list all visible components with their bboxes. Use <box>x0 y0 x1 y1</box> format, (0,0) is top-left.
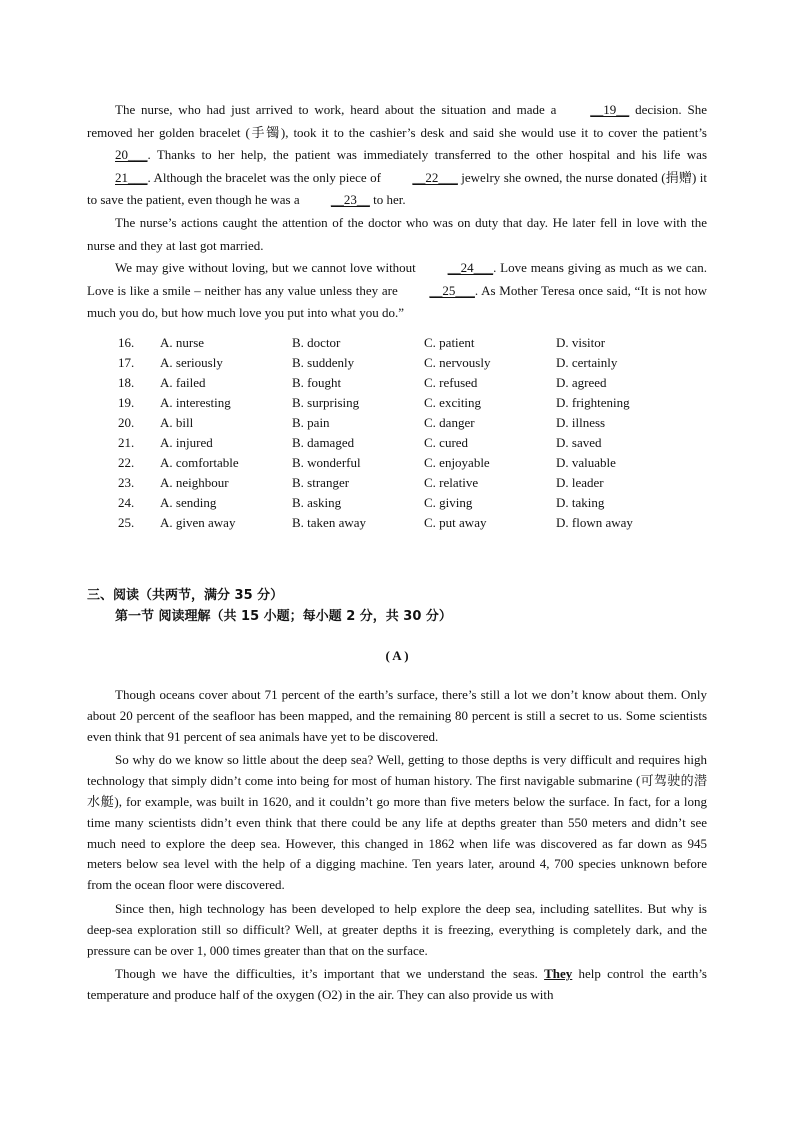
option-c: C. nervously <box>424 354 491 370</box>
text: help control the earth’s temperature and produce half of the oxygen (O2) in the air. They can also provide us with <box>87 966 707 1003</box>
option-row <box>118 373 707 393</box>
option-a: A. interesting <box>160 394 231 410</box>
text: decision. She removed her golden bracelet (手镯), took it to the cashier’s desk and said she would use it to cover the patient’s <box>87 102 707 140</box>
option-d: D. illness <box>556 414 606 430</box>
text: jewelry she owned, the nurse donated (捐赠) it to save the patient, even though he was a <box>87 169 707 208</box>
blank-24: __24___ <box>447 260 494 276</box>
option-b: B. damaged <box>292 434 355 450</box>
blank-20: 20___ <box>115 147 148 163</box>
option-row <box>118 433 707 453</box>
question-number: 22. <box>118 454 135 470</box>
question-number: 24. <box>118 494 135 510</box>
option-a: A. failed <box>160 374 206 390</box>
question-number: 16. <box>118 334 135 350</box>
option-d: D. valuable <box>556 454 616 470</box>
option-b: B. surprising <box>292 394 360 410</box>
option-a: A. nurse <box>160 334 205 350</box>
option-a: A. seriously <box>160 354 223 370</box>
option-c: C. cured <box>424 434 469 450</box>
section-heading <box>87 585 452 627</box>
option-a: A. comfortable <box>160 454 239 470</box>
option-c: C. exciting <box>424 394 482 410</box>
text: . Love means giving as much as we can. Love is like a smile – neither has any value unless they are <box>87 260 707 298</box>
option-row <box>118 453 707 473</box>
passage-label: ( A ) <box>385 648 409 663</box>
option-c: C. patient <box>424 334 475 350</box>
cloze-paragraph-3 <box>87 257 707 325</box>
option-d: D. saved <box>556 434 602 450</box>
text: The nurse, who had just arrived to work, heard about the situation and made a <box>115 102 563 117</box>
option-d: D. leader <box>556 474 604 490</box>
option-row <box>118 333 707 353</box>
option-row <box>118 493 707 513</box>
text: . Although the bracelet was the only piece of <box>147 169 385 185</box>
text: to her. <box>369 192 406 208</box>
option-row <box>118 353 707 373</box>
option-a: A. given away <box>160 514 236 530</box>
option-b: B. doctor <box>292 334 341 350</box>
blank-19: __19__ <box>590 102 630 117</box>
option-d: D. taking <box>556 494 605 510</box>
reading-paragraph-1: Though oceans cover about 71 percent of the earth’s surface, there’s still a lot we don’t know about them. Only about 20 percent of the seafloor has been mapped, and the remaining 80 percent is still a secret to us. Some scientists even think that 91 percent of sea animals have yet to be discovered. <box>87 687 707 744</box>
option-row <box>118 393 707 413</box>
option-row <box>118 413 707 433</box>
reading-passage-a <box>87 685 707 1009</box>
option-d: D. frightening <box>556 394 630 410</box>
reading-paragraph-4 <box>87 964 707 1006</box>
option-b: B. wonderful <box>292 454 361 470</box>
option-d: D. visitor <box>556 334 606 350</box>
option-d: D. flown away <box>556 514 633 530</box>
option-a: A. neighbour <box>160 474 229 490</box>
question-number: 17. <box>118 354 135 370</box>
option-row <box>118 473 707 493</box>
question-number: 19. <box>118 394 135 410</box>
section-subtitle: 第一节 阅读理解（共 15 小题；每小题 2 分，共 30 分） <box>115 609 452 624</box>
option-d: D. certainly <box>556 354 618 370</box>
option-b: B. stranger <box>292 474 350 490</box>
section-title: 三、阅读（共两节，满分 35 分） <box>87 588 284 603</box>
blank-21: 21___ <box>115 169 148 185</box>
text: Though we have the difficulties, it’s important that we understand the seas. <box>115 966 545 982</box>
option-c: C. refused <box>424 374 478 390</box>
question-number: 20. <box>118 414 135 430</box>
option-b: B. fought <box>292 374 342 390</box>
text: . As Mother Teresa once said, “It is not how much you do, but how much love you put into what you do.” <box>87 282 708 321</box>
text: We may give without loving, but we cannot love without <box>115 260 420 276</box>
question-number: 25. <box>118 514 135 530</box>
option-c: C. danger <box>424 414 475 430</box>
question-number: 23. <box>118 474 135 490</box>
blank-23: __23__ <box>330 192 370 208</box>
cloze-paragraph-1 <box>87 99 707 212</box>
option-d: D. agreed <box>556 374 607 390</box>
blank-22: __22___ <box>412 169 458 185</box>
option-a: A. sending <box>160 494 217 510</box>
option-c: C. relative <box>424 474 479 490</box>
option-b: B. pain <box>292 414 330 430</box>
underlined-word-they: They <box>544 966 573 982</box>
reading-paragraph-3: Since then, high technology has been developed to help explore the deep sea, including satellites. But why is deep-sea exploration still so difficult? Well, at greater depths it is freezing, everything is completely dark, and the pressure can be over 1, 000 times greater than that on the surface. <box>87 900 707 958</box>
option-b: B. taken away <box>292 514 367 530</box>
reading-paragraph-2: So why do we know so little about the deep sea? Well, getting to those depths is very difficult and requires high technology that simply didn’t come into being for most of human history. The first navigable submarine (可驾驶的潜水艇), for example, was built in 1620, and it couldn’t go more than five meters below the surface. In fact, for a long time many scientists didn’t even think that there could be any life at depths greater than 550 meters and didn’t see much need to explore the deep sea. However, this changed in 1862 when life was discovered as far down as 945 meters below sea level with the help of a digging machine. Ten years later, around 4, 700 species unknown before from the ocean floor were discovered. <box>87 752 707 893</box>
text: . Thanks to her help, the patient was immediately transferred to the other hospital and his life was <box>147 147 707 163</box>
option-c: C. put away <box>424 514 487 530</box>
cloze-paragraph-2: The nurse’s actions caught the attention of the doctor who was on duty that day. He later fell in love with the nurse and they at last got married. <box>87 214 707 253</box>
option-b: B. suddenly <box>292 354 355 370</box>
option-c: C. giving <box>424 494 473 510</box>
option-a: A. injured <box>160 434 213 450</box>
option-row <box>118 513 707 533</box>
option-a: A. bill <box>160 414 194 430</box>
options-table <box>118 333 707 533</box>
cloze-section <box>87 99 707 533</box>
question-number: 21. <box>118 434 135 450</box>
option-c: C. enjoyable <box>424 454 490 470</box>
option-b: B. asking <box>292 494 342 510</box>
blank-25: __25___ <box>429 282 475 298</box>
question-number: 18. <box>118 374 135 390</box>
